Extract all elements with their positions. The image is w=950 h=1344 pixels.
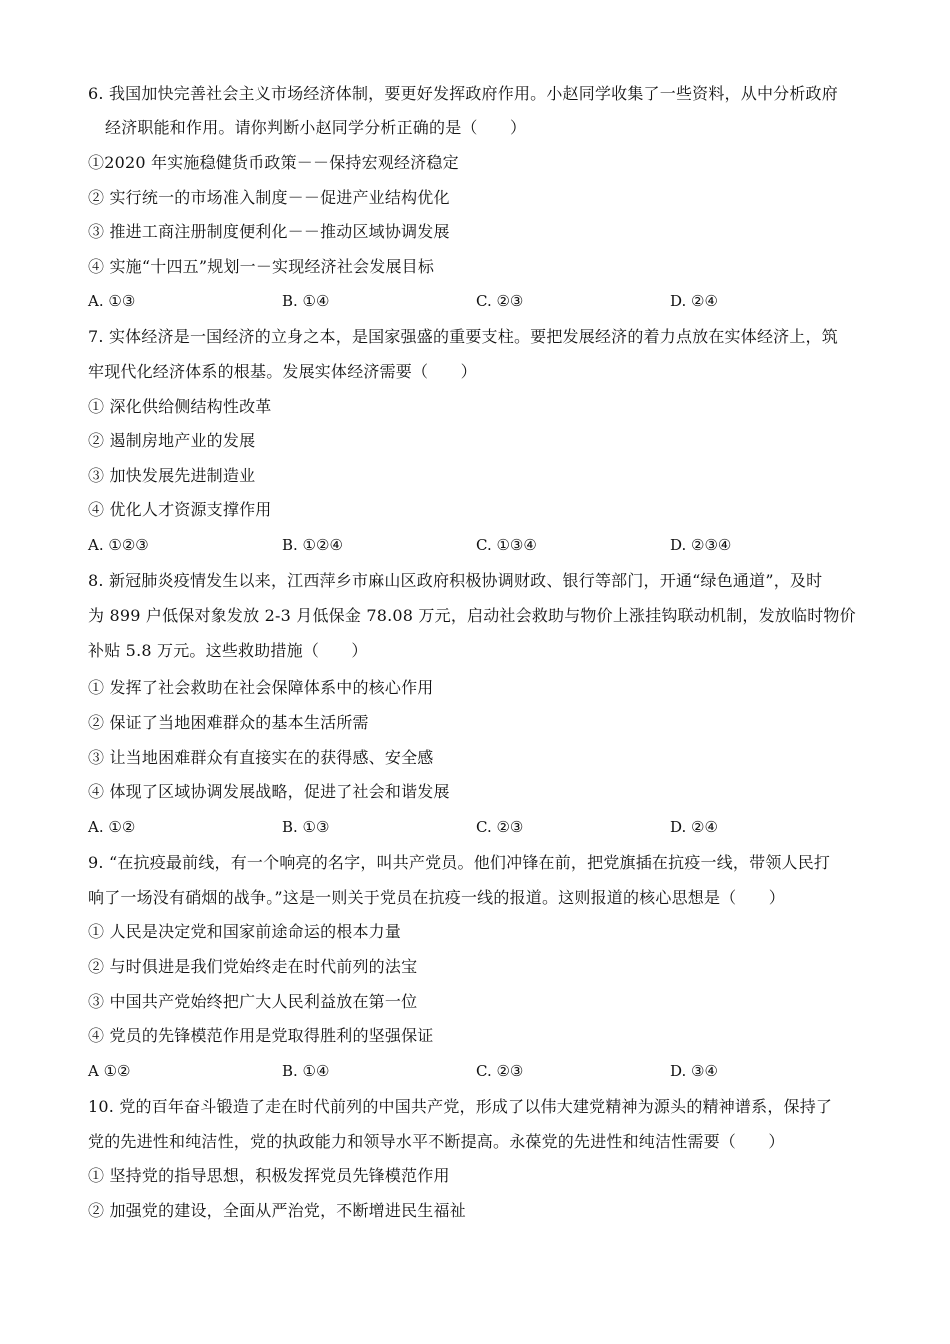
q6-option-2: ② 实行统一的市场准入制度－－促进产业结构优化	[88, 188, 450, 207]
q10-option-1: ① 坚持党的指导思想，积极发挥党员先锋模范作用	[88, 1166, 450, 1185]
q8-choice-b: B. ①③	[282, 818, 330, 836]
q8-stem-line-3: 补贴 5.8 万元。这些救助措施（ ）	[88, 641, 368, 660]
q8-choices	[0, 817, 950, 837]
q9-stem-line-1: 9. “在抗疫最前线，有一个响亮的名字，叫共产党员。他们冲锋在前，把党旗插在抗疫一线，带领人民打	[88, 853, 831, 872]
q9-option-3: ③ 中国共产党始终把广大人民利益放在第一位	[88, 992, 418, 1011]
q9-choice-b: B. ①④	[282, 1062, 330, 1080]
q9-option-1: ① 人民是决定党和国家前途命运的根本力量	[88, 922, 402, 941]
q6-stem-line-1: 6. 我国加快完善社会主义市场经济体制，要更好发挥政府作用。小赵同学收集了一些资料，从中分析政府	[88, 84, 838, 103]
q6-choice-b: B. ①④	[282, 292, 330, 310]
q7-option-4: ④ 优化人才资源支撑作用	[88, 500, 272, 519]
q6-option-4: ④ 实施“十四五”规划一－实现经济社会发展目标	[88, 257, 435, 276]
q6-option-1: ①2020 年实施稳健货币政策－－保持宏观经济稳定	[88, 153, 459, 172]
q8-option-1: ① 发挥了社会救助在社会保障体系中的核心作用	[88, 678, 434, 697]
q8-choice-c: C. ②③	[476, 818, 524, 836]
q6-stem-line-2: 经济职能和作用。请你判断小赵同学分析正确的是（ ）	[105, 118, 527, 137]
q8-option-3: ③ 让当地困难群众有直接实在的获得感、安全感	[88, 748, 434, 767]
q8-option-4: ④ 体现了区域协调发展战略，促进了社会和谐发展	[88, 782, 450, 801]
q8-stem-line-1: 8. 新冠肺炎疫情发生以来，江西萍乡市麻山区政府积极协调财政、银行等部门，开通“绿色通道”，及时	[88, 571, 823, 590]
q7-stem-line-2: 牢现代化经济体系的根基。发展实体经济需要（ ）	[88, 362, 477, 381]
q6-choices	[0, 291, 950, 311]
q8-option-2: ② 保证了当地困难群众的基本生活所需	[88, 713, 369, 732]
q9-choice-c: C. ②③	[476, 1062, 524, 1080]
q9-option-2: ② 与时俱进是我们党始终走在时代前列的法宝	[88, 957, 418, 976]
q7-choice-a: A. ①②③	[88, 536, 149, 554]
q6-choice-d: D. ②④	[670, 292, 718, 310]
q7-choice-b: B. ①②④	[282, 536, 343, 554]
q10-option-2: ② 加强党的建设，全面从严治党，不断增进民生福祉	[88, 1201, 466, 1220]
q7-option-3: ③ 加快发展先进制造业	[88, 466, 256, 485]
q6-option-3: ③ 推进工商注册制度便利化－－推动区域协调发展	[88, 222, 450, 241]
q6-choice-a: A. ①③	[88, 292, 136, 310]
q10-stem-line-1: 10. 党的百年奋斗锻造了走在时代前列的中国共产党，形成了以伟大建党精神为源头的精神谱系，保持了	[88, 1097, 833, 1116]
q9-choice-a: A ①②	[88, 1062, 131, 1080]
q9-choices	[0, 1061, 950, 1081]
q6-choice-c: C. ②③	[476, 292, 524, 310]
q8-choice-d: D. ②④	[670, 818, 718, 836]
q7-choice-c: C. ①③④	[476, 536, 537, 554]
q7-choice-d: D. ②③④	[670, 536, 732, 554]
q10-stem-line-2: 党的先进性和纯洁性，党的执政能力和领导水平不断提高。永葆党的先进性和纯洁性需要（ ）	[88, 1132, 785, 1151]
q8-choice-a: A. ①②	[88, 818, 136, 836]
q7-choices	[0, 535, 950, 555]
q8-stem-line-2: 为 899 户低保对象发放 2-3 月低保金 78.08 万元，启动社会救助与物价上涨挂钩联动机制，发放临时物价	[88, 606, 856, 625]
q7-option-1: ① 深化供给侧结构性改革	[88, 397, 272, 416]
q9-stem-line-2: 响了一场没有硝烟的战争。”这是一则关于党员在抗疫一线的报道。这则报道的核心思想是（ ）	[88, 888, 785, 907]
q7-option-2: ② 遏制房地产业的发展	[88, 431, 256, 450]
q9-option-4: ④ 党员的先锋模范作用是党取得胜利的坚强保证	[88, 1026, 434, 1045]
q9-choice-d: D. ③④	[670, 1062, 718, 1080]
q7-stem-line-1: 7. 实体经济是一国经济的立身之本，是国家强盛的重要支柱。要把发展经济的着力点放在实体经济上，筑	[88, 327, 838, 346]
